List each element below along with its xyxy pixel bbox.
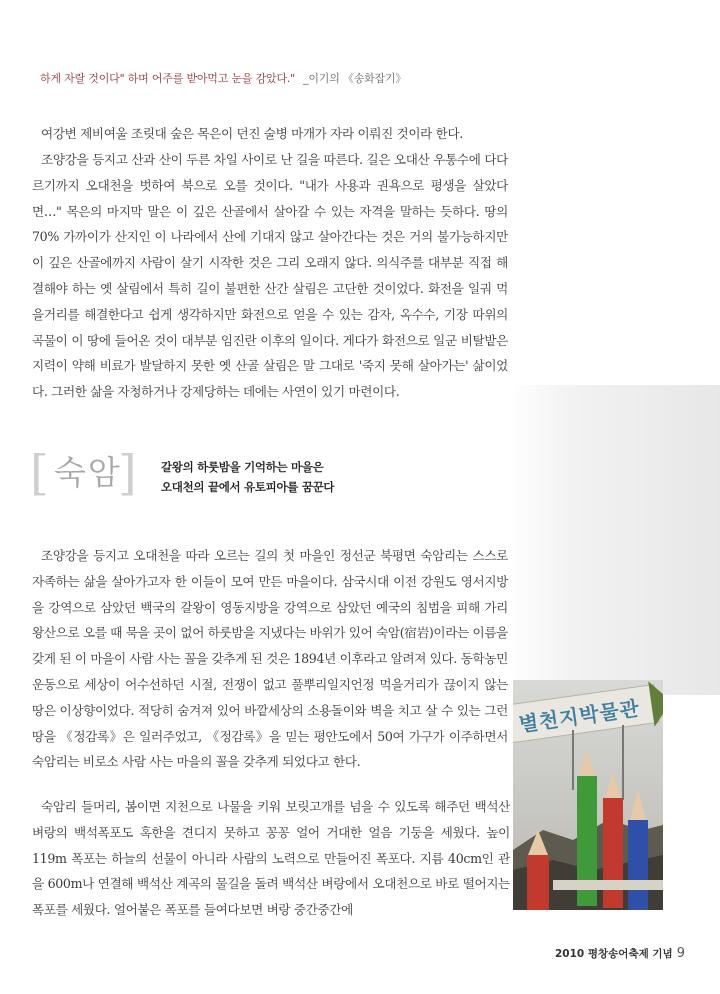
quote-source: _이기의 《송화잡기》 <box>303 72 407 85</box>
background-shade <box>508 385 720 695</box>
section-heading <box>30 445 350 501</box>
footer-label: 2010 평창송어축제 기념 <box>555 948 673 960</box>
page-number: 9 <box>676 946 685 961</box>
bracket-left: [ <box>30 445 49 501</box>
bracket-right: ] <box>118 445 137 501</box>
pencil-sculpture-photo <box>513 680 663 910</box>
sign-text: 별천지박물관 <box>517 695 642 737</box>
page-footer <box>555 946 685 961</box>
quote-line <box>40 70 406 86</box>
body-paragraph-2: 조양강을 등지고 산과 산이 두른 차일 사이로 난 길을 따른다. 길은 오대산 우통수에 다다르기까지 오대천을 벗하여 북으로 오를 것이다. "내가 사용과 권욕으로 평생을 살았다면…" 목은의 마지막 말은 이 깊은 산골에서 살아갈 수 있는 자격을 말하는 듯하다. 땅의 70% 가까이가 산지인 이 나라에서 산에 기대지 않고 살아간다는 것은 거의 불가능하지만 이 깊은 산골에까지 사람이 살기 시작한 것은 그리 오래지 않다. 의식주를 대부분 직접 해결해야 하는 옛 살림에서 특히 길이 불편한 산간 살림은 고단한 것이었다. 화전을 일궈 먹을거리를 해결한다고 쉽게 생각하지만 화전으로 얻을 수 있는 감자, 옥수수, 기장 따위의 곡물이 이 땅에 들어온 것이 대부분 임진란 이후의 일이다. 게다가 화전으로 일군 비탈밭은 지력이 약해 비료가 발달하지 못한 옛 산골 살림은 말 그대로 '죽지 못해 살아가는' 삶이었다. 그러한 삶을 자청하거나 강제당하는 데에는 사연이 있기 마련이다. <box>32 152 508 400</box>
body-paragraph-4: 숙암리 들머리, 봄이면 지천으로 나물을 키워 보릿고개를 넘을 수 있도록 해주던 백석산 벼랑의 백석폭포도 혹한을 견디지 못하고 꽁꽁 얼어 거대한 얼음 기둥을 세웠다. 높이 119m 폭포는 하늘의 선물이 아니라 사람의 노력으로 만들어진 폭포다. 지름 40cm인 관을 600m나 연결해 백석산 계곡의 물길을 돌려 백석산 벼랑에서 오대천으로 바로 떨어지는 폭포를 세웠다. 얼어붙은 폭포를 들여다보면 벼랑 중간중간에 <box>32 799 510 918</box>
photo-illustration <box>513 680 663 910</box>
body-paragraph-1: 여강변 제비여울 조릿대 숲은 목은이 던진 술병 마개가 자라 이뤄진 것이라 한다. <box>41 126 463 141</box>
subtitle-line-1: 갈왕의 하룻밤을 기억하는 마을은 <box>161 460 324 474</box>
quote-text: 하게 자랄 것이다" 하며 어주를 받아먹고 눈을 감았다." <box>40 72 296 85</box>
subtitle-line-2: 오대천의 끝에서 유토피아를 꿈꾼다 <box>161 480 335 494</box>
section-title: 숙암 <box>54 453 122 492</box>
body-paragraph-3: 조양강을 등지고 오대천을 따라 오르는 길의 첫 마을인 정선군 북평면 숙암리는 스스로 자족하는 삶을 살아가고자 한 이들이 모여 만든 마을이다. 삼국시대 이전 강원도 영서지방을 강역으로 삼았던 백국의 갈왕이 영동지방을 강역으로 삼았던 예국의 침범을 피해 가리왕산으로 오를 때 묵을 곳이 없어 하룻밤을 지냈다는 바위가 있어 숙암(宿岩)이라는 이름을 갖게 된 이 마을이 사람 사는 꼴을 갖추게 된 것은 1894년 이후라고 알려져 있다. 동학농민운동으로 세상이 어수선하던 시절, 전쟁이 없고 풀뿌리일지언정 먹을거리가 끊이지 않는 땅은 이상향이었다. 적당히 숨겨져 있어 바깥세상의 소용돌이와 벽을 치고 살 수 있는 그런 땅을 《정감록》은 일러주었고, 《정감록》을 믿는 평안도에서 50여 가구가 이주하면서 숙암리는 비로소 사람 사는 마을의 꼴을 갖추게 되었다고 한다. <box>32 548 508 770</box>
section-subtitle <box>161 457 334 497</box>
